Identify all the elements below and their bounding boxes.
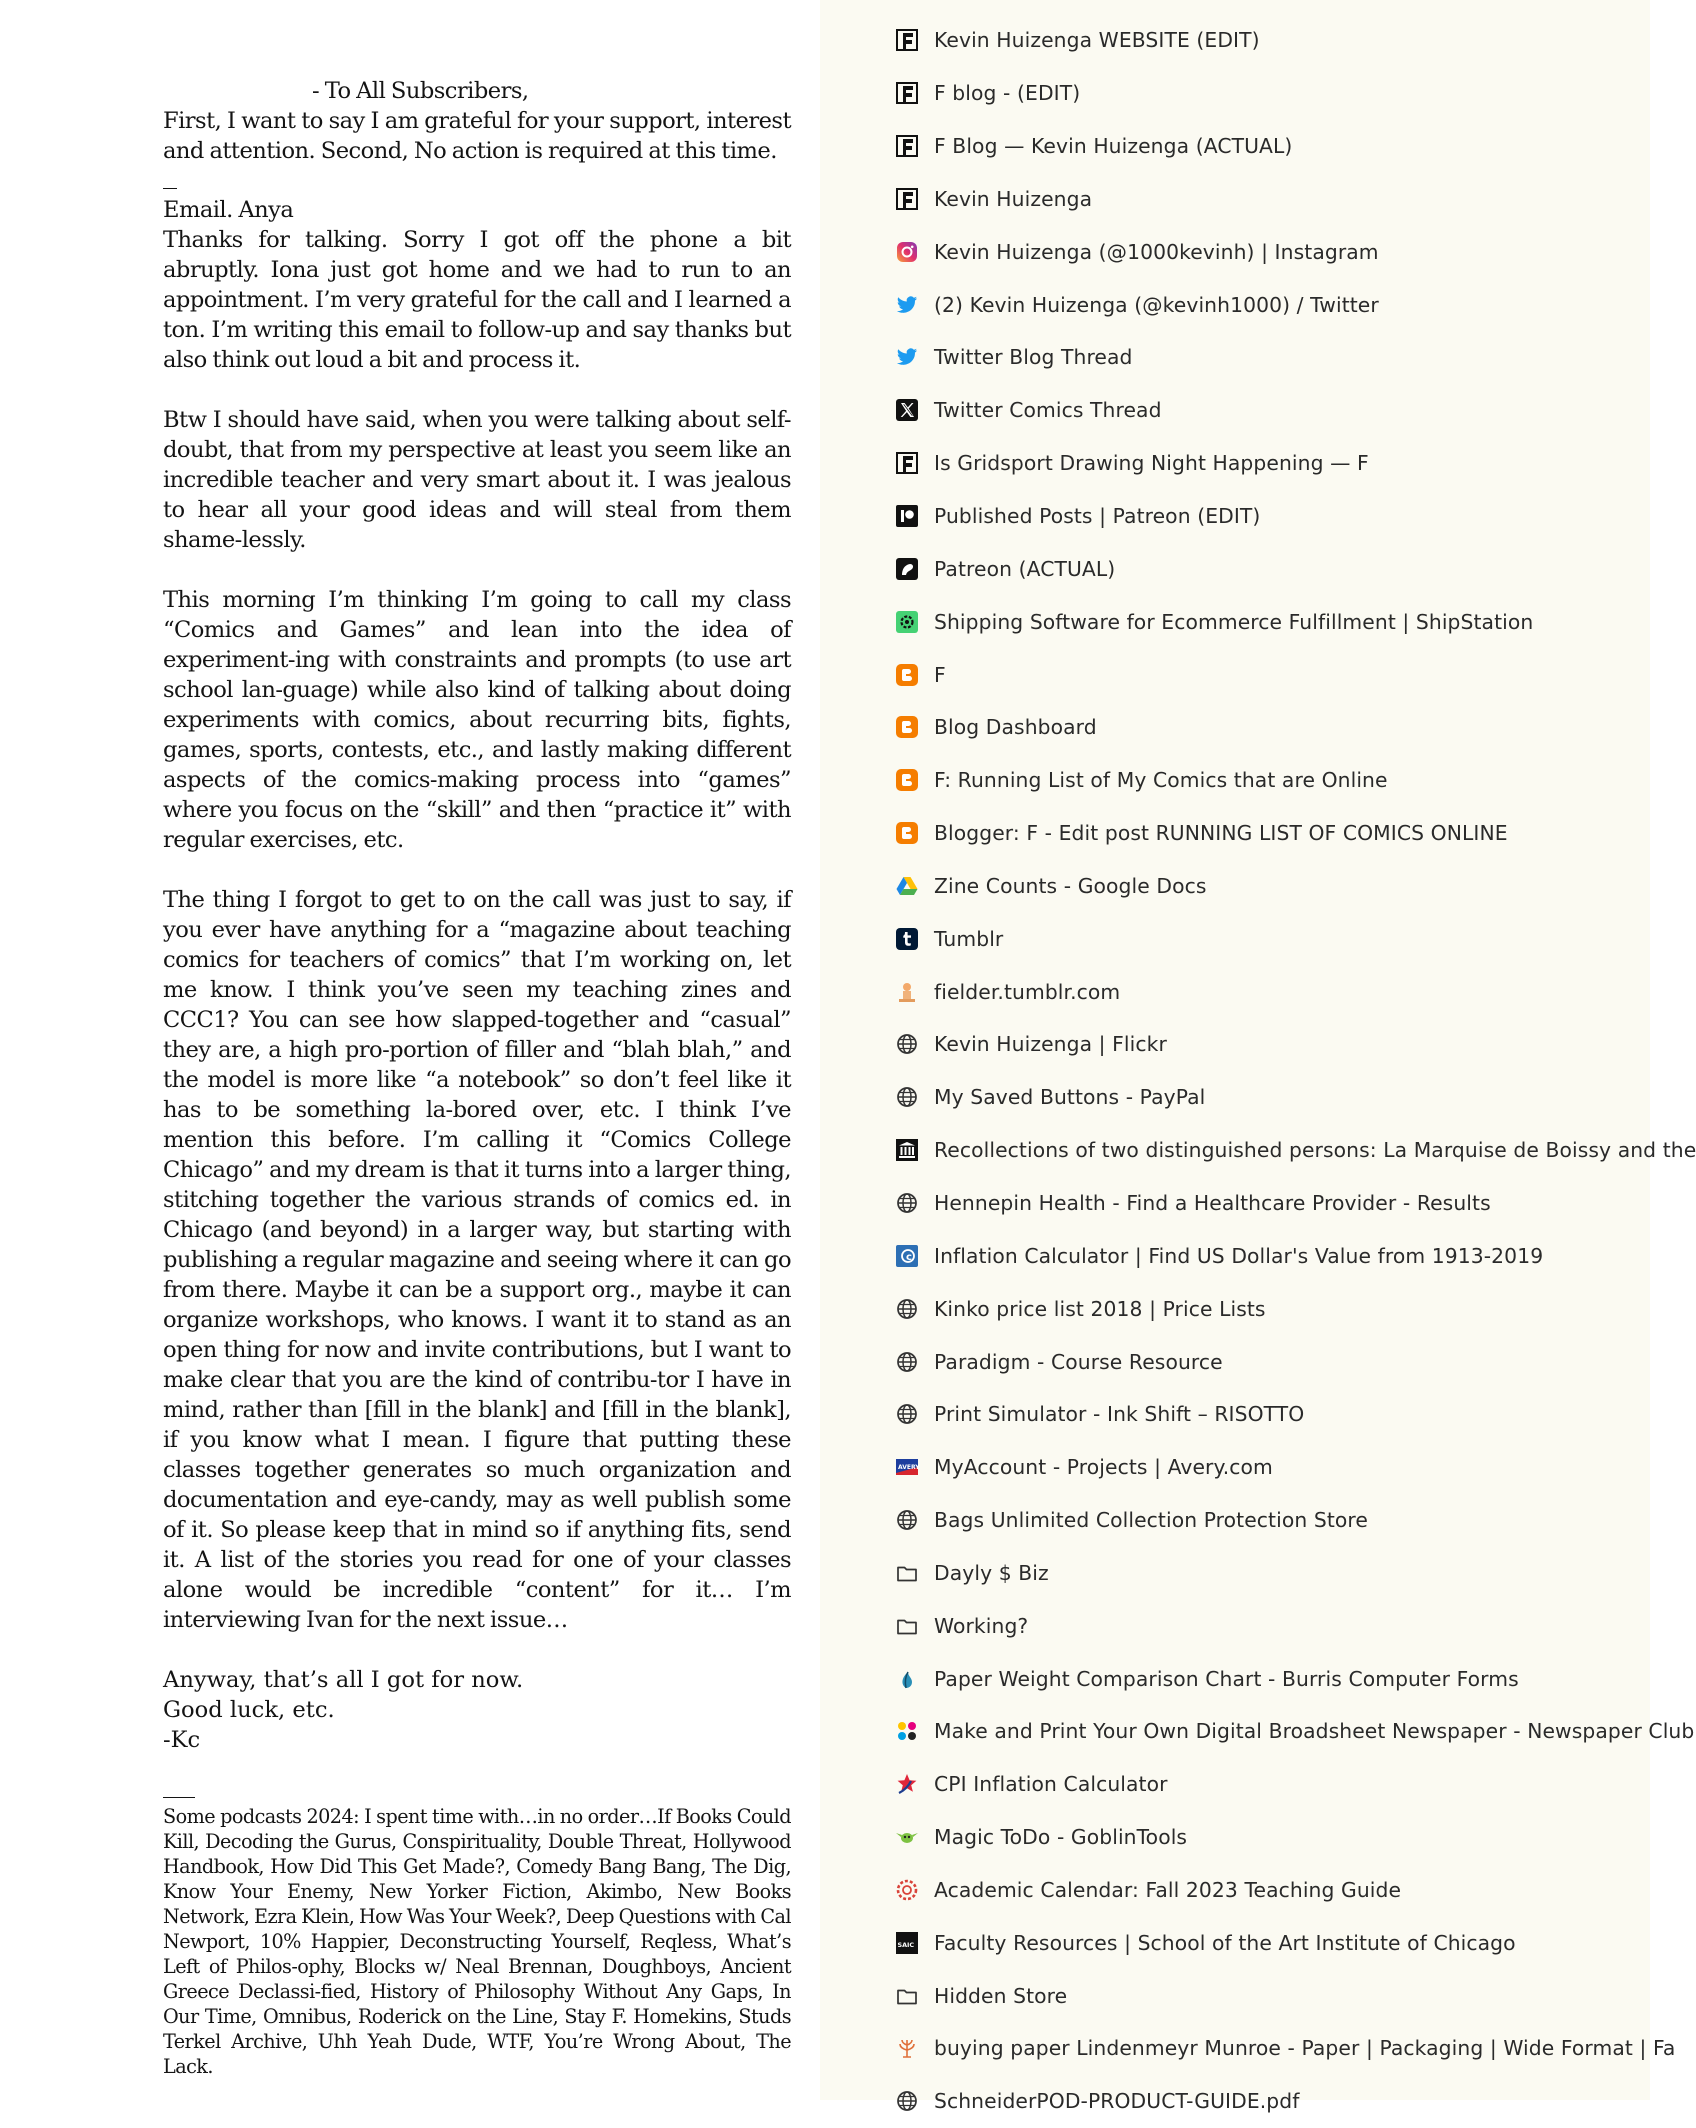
letter-paragraph-3: This morning I’m thinking I’m going to call my class “Comics and Games” and lean into the idea of experiment-ing with constraints and prompts (to use art school lan-guage) while also kind of talking about doing experiments with comics, about recurring bits, fights, games, sports, contests, etc., and lastly making different aspects of the comics-making process into “games” where you focus on the “skill” and then “practice it” with regular exercises, etc. bbox=[163, 587, 791, 853]
footnote-podcasts: Some podcasts 2024: I spent time with…in no order…If Books Could Kill, Decoding the Gurus, Conspirituality, Double Threat, Hollywood Handbook, How Did This Get Made?, Comedy Bang Bang, The Dig, Know Your Enemy, New Yorker Fiction, Akimbo, New Books Network, Ezra Klein, How Was Your Week?, Deep Questions with Cal Newport, 10% Happier, Deconstructing Yourself, Reqless, What’s Left of Philos-ophy, Blocks w/ Neal Brennan, Doughboys, Ancient Greece Declassi-fied, History of Philosophy Without Any Gaps, In Our Time, Omnibus, Roderick on the Line, Stay F. Homekins, Studs Terkel Archive, Uhh Yeah Dude, WTF, You’re Wrong About, The Lack. bbox=[163, 1805, 791, 2078]
bookmark-title: fielder.tumblr.com bbox=[934, 979, 1121, 1004]
svg-text:c: c bbox=[906, 1251, 912, 1263]
bookmark-title: Kinko price list 2018 | Price Lists bbox=[934, 1296, 1266, 1321]
bookmark-item[interactable] bbox=[894, 754, 1654, 807]
bookmark-title: F: Running List of My Comics that are Online bbox=[934, 768, 1388, 793]
svg-text:AVERY: AVERY bbox=[898, 1464, 920, 1472]
bookmark-title: buying paper Lindenmeyr Munroe - Paper | Packaging | Wide Format | Fa bbox=[934, 2036, 1676, 2061]
bookmark-title: Paradigm - Course Resource bbox=[934, 1349, 1223, 1374]
bookmark-item[interactable] bbox=[894, 1071, 1654, 1124]
globe-icon bbox=[894, 1507, 920, 1533]
bookmark-title: Blogger: F - Edit post RUNNING LIST OF COMICS ONLINE bbox=[934, 821, 1508, 846]
globe-icon bbox=[894, 2088, 920, 2114]
squarespace-icon bbox=[894, 27, 920, 53]
bookmark-title: Tumblr bbox=[934, 926, 1004, 951]
bookmark-item[interactable] bbox=[894, 278, 1654, 331]
bookmark-title: SchneiderPOD-PRODUCT-GUIDE.pdf bbox=[934, 2089, 1300, 2114]
bookmark-title: Working? bbox=[934, 1613, 1029, 1638]
bookmark-title: Recollections of two distinguished persons: La Marquise de Boissy and the bbox=[934, 1138, 1696, 1163]
globe-icon bbox=[894, 1296, 920, 1322]
bookmark-item[interactable] bbox=[894, 1811, 1654, 1864]
squarespace-icon bbox=[894, 133, 920, 159]
bookmark-item[interactable] bbox=[894, 542, 1654, 595]
bookmark-title: Faculty Resources | School of the Art Institute of Chicago bbox=[934, 1930, 1516, 1955]
bookmark-item[interactable] bbox=[894, 67, 1654, 120]
archive-icon bbox=[894, 1137, 920, 1163]
bookmark-item[interactable] bbox=[894, 1916, 1654, 1969]
squarespace-icon bbox=[894, 80, 920, 106]
bookmark-item[interactable] bbox=[894, 225, 1654, 278]
patreon-icon bbox=[894, 556, 920, 582]
bookmark-item[interactable] bbox=[894, 595, 1654, 648]
bookmark-item[interactable] bbox=[894, 1705, 1695, 1758]
twitter-icon bbox=[894, 344, 920, 370]
bookmark-item[interactable] bbox=[894, 14, 1654, 67]
letter-salutation-block bbox=[163, 76, 791, 106]
svg-text:SAIC: SAIC bbox=[897, 1940, 915, 1949]
squarespace-icon bbox=[894, 450, 920, 476]
bookmark-title: Zine Counts - Google Docs bbox=[934, 873, 1207, 898]
twitter-icon bbox=[894, 292, 920, 318]
letter-salutation: - To All Subscribers, bbox=[312, 78, 529, 104]
bookmark-title: Twitter Comics Thread bbox=[934, 398, 1162, 423]
bookmark-title: Make and Print Your Own Digital Broadsheet Newspaper - Newspaper Club bbox=[934, 1719, 1695, 1744]
bookmark-title: F blog - (EDIT) bbox=[934, 81, 1081, 106]
inflation-icon bbox=[894, 1243, 920, 1269]
bookmark-title: Print Simulator - Ink Shift – RISOTTO bbox=[934, 1402, 1305, 1427]
x-icon bbox=[894, 397, 920, 423]
bookmark-item[interactable] bbox=[894, 331, 1654, 384]
bookmark-item[interactable] bbox=[894, 648, 1654, 701]
bookmark-item[interactable] bbox=[894, 2075, 1654, 2128]
footnote-divider bbox=[163, 1797, 195, 1798]
burris-icon bbox=[894, 1666, 920, 1692]
bookmark-title: Kevin Huizenga bbox=[934, 186, 1093, 211]
bookmark-item[interactable] bbox=[894, 1335, 1654, 1388]
bookmarks-panel bbox=[820, 0, 1696, 2114]
fielder-icon bbox=[894, 979, 920, 1005]
bookmark-item[interactable] bbox=[894, 1494, 1654, 1547]
bookmark-item[interactable] bbox=[894, 2022, 1676, 2075]
closing-line: Good luck, etc. bbox=[163, 1697, 335, 1723]
bookmark-title: CPI Inflation Calculator bbox=[934, 1772, 1168, 1797]
bookmark-item[interactable] bbox=[894, 490, 1654, 543]
bookmark-item[interactable] bbox=[894, 912, 1654, 965]
avery-icon bbox=[894, 1454, 920, 1480]
lindenmeyr-icon bbox=[894, 2035, 920, 2061]
bookmark-title: Bags Unlimited Collection Protection Store bbox=[934, 1508, 1368, 1533]
globe-icon bbox=[894, 1349, 920, 1375]
bookmark-title: F Blog — Kevin Huizenga (ACTUAL) bbox=[934, 134, 1293, 159]
bookmark-title: Hennepin Health - Find a Healthcare Provider - Results bbox=[934, 1190, 1491, 1215]
squarespace-icon bbox=[894, 186, 920, 212]
globe-icon bbox=[894, 1084, 920, 1110]
section-divider bbox=[163, 188, 177, 189]
closing-line: Anyway, that’s all I got for now. bbox=[163, 1667, 524, 1693]
bookmark-item[interactable] bbox=[894, 1969, 1654, 2022]
letter-intro: First, I want to say I am grateful for your support, interest and attention. Second, No action is required at this time. bbox=[163, 108, 791, 164]
bookmark-item[interactable] bbox=[894, 1599, 1654, 1652]
bookmark-title: Academic Calendar: Fall 2023 Teaching Guide bbox=[934, 1877, 1402, 1902]
saic-icon bbox=[894, 1930, 920, 1956]
bookmark-item[interactable] bbox=[894, 1441, 1654, 1494]
bookmark-title: Kevin Huizenga | Flickr bbox=[934, 1032, 1167, 1057]
blogger-icon bbox=[894, 767, 920, 793]
bookmarks-list bbox=[894, 14, 1696, 2128]
bookmark-title: MyAccount - Projects | Avery.com bbox=[934, 1455, 1273, 1480]
tumblr-icon bbox=[894, 926, 920, 952]
bookmark-title: Kevin Huizenga WEBSITE (EDIT) bbox=[934, 28, 1260, 53]
blogger-icon bbox=[894, 714, 920, 740]
bookmark-item[interactable] bbox=[894, 701, 1654, 754]
letter-paragraph-4: The thing I forgot to get to on the call was just to say, if you ever have anything for a “magazine about teaching comics for teachers of comics” that I’m working on, let me know. I think you’ve seen my teaching zines and CCC1? You can see how slapped-together and “casual” they are, a high pro-portion of filler and “blah blah,” and the model is more like “a notebook” so don’t feel like it has to be something la-bored over, etc. I think I’ve mention this before. I’m calling it “Comics College Chicago” and my dream is that it turns into a larger thing, stitching together the various strands of comics ed. in Chicago (and beyond) in a larger way, but starting with publishing a regular magazine and seeing where it can go from there. Maybe it can be a support org., maybe it can organize workshops, who knows. I want it to stand as an open thing for now and invite contributions, but I want to make clear that you are the kind of contribu-tor I have in mind, rather than [fill in the blank] and [fill in the blank], if you know what I mean. I figure that putting these classes together generates so much organization and documentation and eye-candy, may as well publish some of it. So please keep that in mind so if anything fits, send it. A list of the stories you read for one of your classes alone would be incredible “content” for it… I’m interviewing Ivan for the next issue… bbox=[163, 887, 791, 1633]
folder-icon bbox=[894, 1983, 920, 2009]
bookmark-title: (2) Kevin Huizenga (@kevinh1000) / Twitter bbox=[934, 292, 1379, 317]
letter-paragraph-2: Btw I should have said, when you were talking about self-doubt, that from my perspective at least you seem like an incredible teacher and very smart about it. I was jealous to hear all your good ideas and will steal from them shame-lessly. bbox=[163, 407, 791, 553]
bookmark-item[interactable] bbox=[894, 437, 1654, 490]
instagram-icon bbox=[894, 239, 920, 265]
folder-icon bbox=[894, 1613, 920, 1639]
blogger-icon bbox=[894, 662, 920, 688]
bookmark-title: Patreon (ACTUAL) bbox=[934, 556, 1116, 581]
calendar-wheel-icon bbox=[894, 1877, 920, 1903]
bookmark-title: Twitter Blog Thread bbox=[934, 345, 1133, 370]
bookmark-item[interactable] bbox=[894, 807, 1654, 860]
google-drive-icon bbox=[894, 873, 920, 899]
globe-icon bbox=[894, 1031, 920, 1057]
bookmark-item[interactable] bbox=[894, 120, 1654, 173]
blogger-icon bbox=[894, 820, 920, 846]
bookmark-item[interactable] bbox=[894, 1652, 1654, 1705]
bookmark-title: Kevin Huizenga (@1000kevinh) | Instagram bbox=[934, 239, 1379, 264]
globe-icon bbox=[894, 1190, 920, 1216]
signature: -Kc bbox=[163, 1727, 201, 1753]
bookmark-title: Magic ToDo - GoblinTools bbox=[934, 1825, 1188, 1850]
newspaper-club-icon bbox=[894, 1718, 920, 1744]
bookmark-item[interactable] bbox=[894, 1229, 1654, 1282]
goblin-icon bbox=[894, 1824, 920, 1850]
bookmark-item[interactable] bbox=[894, 1546, 1654, 1599]
bookmark-item[interactable] bbox=[894, 860, 1654, 913]
bookmark-item[interactable] bbox=[894, 1018, 1654, 1071]
letter-closing bbox=[163, 1665, 791, 1755]
bookmark-title: Hidden Store bbox=[934, 1983, 1068, 2008]
bookmark-title: My Saved Buttons - PayPal bbox=[934, 1085, 1206, 1110]
letter-document bbox=[0, 0, 820, 2100]
bookmark-title: Inflation Calculator | Find US Dollar's Value from 1913-2019 bbox=[934, 1243, 1544, 1268]
globe-icon bbox=[894, 1401, 920, 1427]
bookmark-item[interactable] bbox=[894, 965, 1654, 1018]
bookmark-title: Is Gridsport Drawing Night Happening — F bbox=[934, 451, 1369, 476]
bookmark-item[interactable] bbox=[894, 1388, 1654, 1441]
bookmark-item[interactable] bbox=[894, 384, 1654, 437]
bookmark-item[interactable] bbox=[894, 1177, 1654, 1230]
bookmark-item[interactable] bbox=[894, 1124, 1696, 1177]
bookmark-title: F bbox=[934, 662, 946, 687]
shipstation-icon bbox=[894, 609, 920, 635]
bookmark-item[interactable] bbox=[894, 1758, 1654, 1811]
letter-paragraph-1: Thanks for talking. Sorry I got off the phone a bit abruptly. Iona just got home and we had to run to an appointment. I’m very grateful for the call and I learned a ton. I’m writing this email to follow-up and say thanks but also think out loud a bit and process it. bbox=[163, 227, 791, 373]
bookmark-item[interactable] bbox=[894, 1864, 1654, 1917]
bookmark-title: Blog Dashboard bbox=[934, 715, 1097, 740]
patreon-old-icon bbox=[894, 503, 920, 529]
bookmark-title: Paper Weight Comparison Chart - Burris Computer Forms bbox=[934, 1666, 1519, 1691]
email-label: Email. Anya bbox=[163, 197, 294, 223]
bookmark-item[interactable] bbox=[894, 173, 1654, 226]
bookmark-title: Shipping Software for Ecommerce Fulfillment | ShipStation bbox=[934, 609, 1534, 634]
folder-icon bbox=[894, 1560, 920, 1586]
bookmark-title: Published Posts | Patreon (EDIT) bbox=[934, 504, 1261, 529]
bookmark-item[interactable] bbox=[894, 1282, 1654, 1335]
letter-body bbox=[163, 76, 791, 2109]
bookmark-title: Dayly $ Biz bbox=[934, 1560, 1049, 1585]
cpi-star-icon bbox=[894, 1771, 920, 1797]
